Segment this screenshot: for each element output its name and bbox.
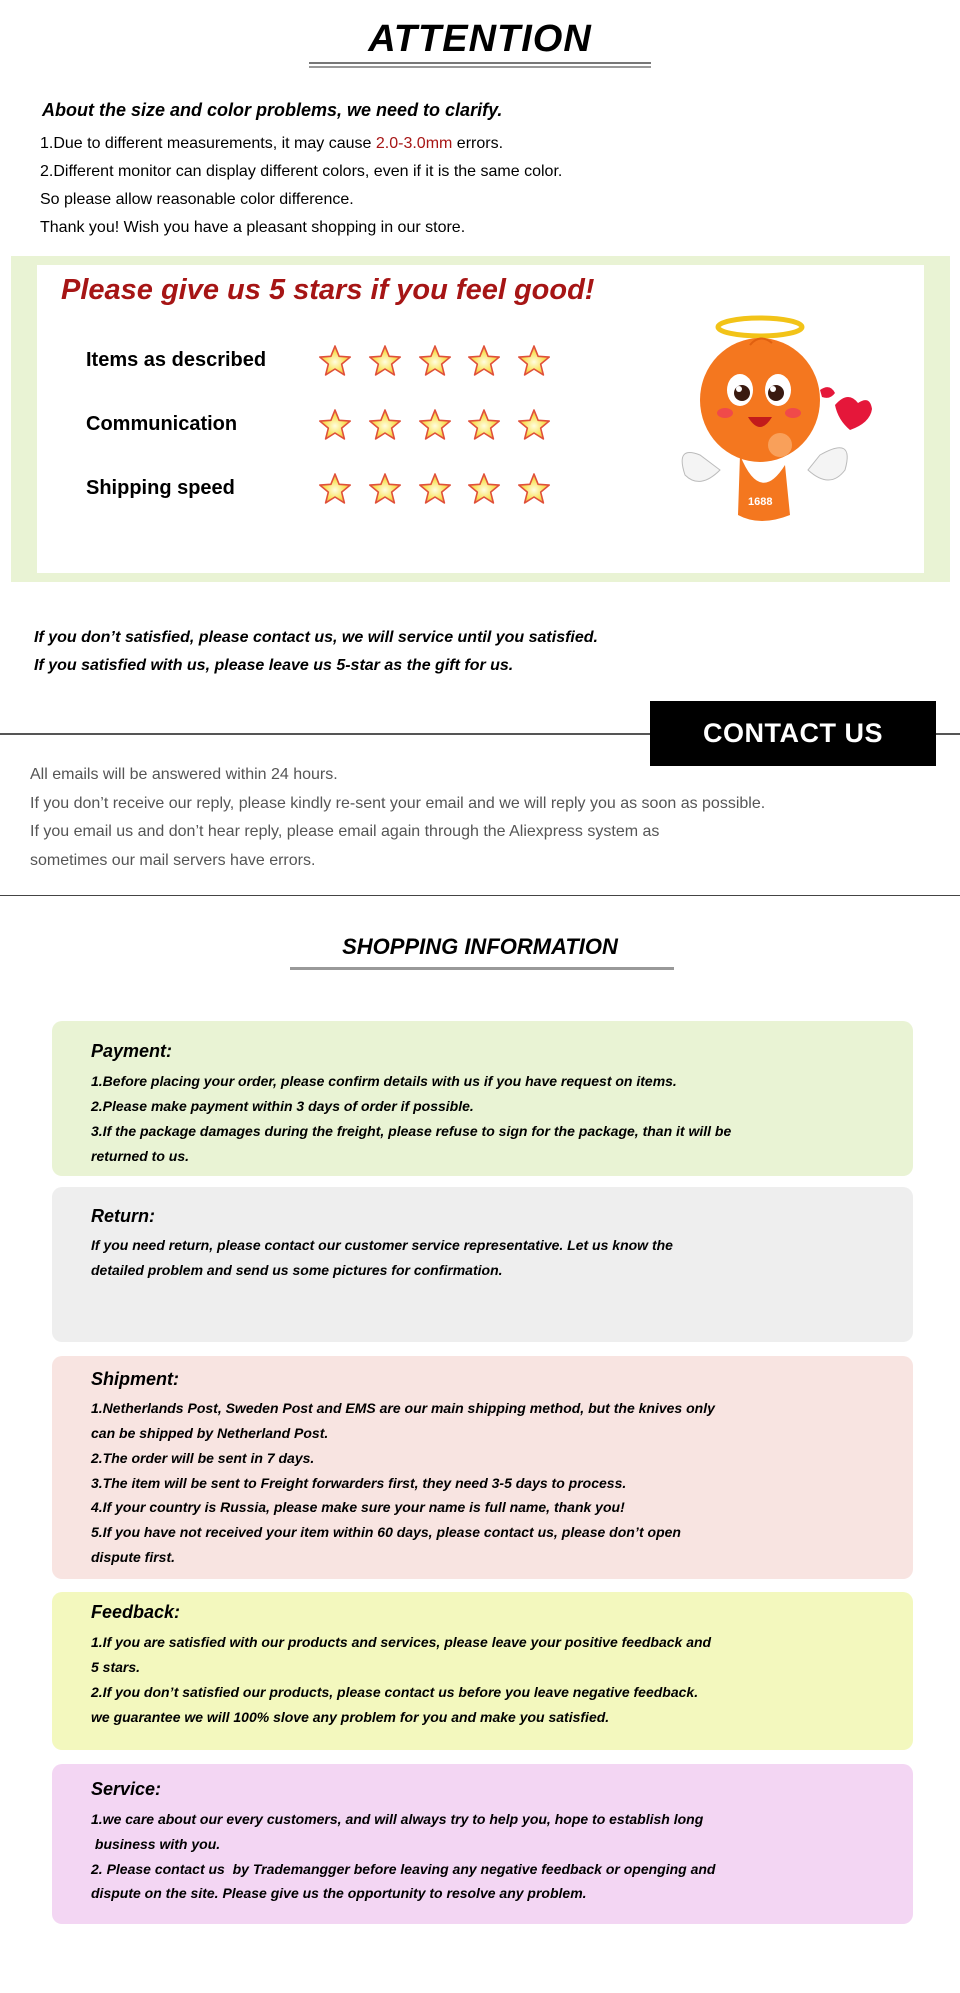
star-icon[interactable] — [318, 344, 352, 378]
star-icon[interactable] — [368, 472, 402, 506]
clarify-line-1: 1.Due to different measurements, it may cause 2.0-3.0mm errors. — [40, 135, 504, 152]
feedback-card — [52, 1592, 913, 1750]
rating-title: Please give us 5 stars if you feel good! — [61, 274, 595, 306]
star-icon[interactable] — [467, 344, 501, 378]
payment-line: returned to us. — [91, 1148, 190, 1164]
rating-label-communication: Communication — [86, 413, 238, 435]
contact-line-4: sometimes our mail servers have errors. — [30, 852, 316, 869]
contact-line-1: All emails will be answered within 24 hours. — [30, 766, 338, 783]
payment-line: 1.Before placing your order, please confirm details with us if you have request on items. — [91, 1073, 677, 1089]
attention-title: ATTENTION — [368, 18, 592, 60]
shipment-line: dispute first. — [91, 1549, 176, 1565]
contact-line-2: If you don’t receive our reply, please kindly re-sent your email and we will reply you as soon as possible. — [30, 795, 766, 812]
service-line: business with you. — [91, 1836, 221, 1852]
service-title: Service: — [91, 1779, 162, 1799]
return-title: Return: — [91, 1206, 155, 1226]
contact-us-banner: CONTACT US — [650, 701, 936, 766]
service-line: 1.we care about our every customers, and will always try to help you, hope to establish long — [91, 1811, 704, 1827]
clarify-line-4: Thank you! Wish you have a pleasant shopping in our store. — [40, 219, 466, 236]
payment-line: 2.Please make payment within 3 days of order if possible. — [91, 1098, 474, 1114]
feedback-title: Feedback: — [91, 1602, 181, 1622]
star-icon[interactable] — [517, 408, 551, 442]
shipment-line: 4.If your country is Russia, please make sure your name is full name, thank you! — [91, 1499, 625, 1515]
angel-mascot-image — [680, 305, 880, 535]
service-line: dispute on the site. Please give us the opportunity to resolve any problem. — [91, 1885, 587, 1901]
star-icon[interactable] — [467, 472, 501, 506]
payment-title: Payment: — [91, 1041, 173, 1061]
star-icon[interactable] — [368, 344, 402, 378]
attention-rule — [309, 62, 651, 64]
service-line: 2. Please contact us by Trademangger before leaving any negative feedback or openging and — [91, 1861, 716, 1877]
star-icon[interactable] — [318, 472, 352, 506]
star-icon[interactable] — [418, 472, 452, 506]
star-icon[interactable] — [318, 408, 352, 442]
shipment-card — [52, 1356, 913, 1579]
error-range-value: 2.0-3.0mm — [375, 135, 453, 152]
clarify-line-2: 2.Different monitor can display different colors, even if it is the same color. — [40, 163, 563, 180]
return-line: If you need return, please contact our customer service representative. Let us know the — [91, 1237, 673, 1253]
star-icon[interactable] — [418, 344, 452, 378]
shipment-title: Shipment: — [91, 1369, 179, 1389]
feedback-line: 2.If you don’t satisfied our products, please contact us before you leave negative feedback. — [91, 1684, 699, 1700]
shipment-line: 2.The order will be sent in 7 days. — [91, 1450, 315, 1466]
star-icon[interactable] — [368, 408, 402, 442]
star-icon[interactable] — [418, 408, 452, 442]
clarify-heading: About the size and color problems, we need to clarify. — [42, 100, 503, 120]
star-icon[interactable] — [517, 344, 551, 378]
star-icon[interactable] — [517, 472, 551, 506]
payment-line: 3.If the package damages during the freight, please refuse to sign for the package, than it will be — [91, 1123, 732, 1139]
shipment-line: can be shipped by Netherland Post. — [91, 1425, 329, 1441]
shipment-line: 1.Netherlands Post, Sweden Post and EMS are our main shipping method, but the knives only — [91, 1400, 715, 1416]
rating-label-shipping: Shipping speed — [86, 477, 235, 499]
satisfied-line-1: If you don’t satisfied, please contact us, we will service until you satisfied. — [34, 629, 598, 646]
clarify-line-3: So please allow reasonable color difference. — [40, 191, 354, 208]
satisfied-line-2: If you satisfied with us, please leave us 5-star as the gift for us. — [34, 657, 514, 674]
section-divider — [0, 895, 960, 896]
return-line: detailed problem and send us some pictures for confirmation. — [91, 1262, 503, 1278]
feedback-line: we guarantee we will 100% slove any problem for you and make you satisfied. — [91, 1709, 610, 1725]
shopping-info-rule — [290, 967, 674, 970]
star-icon[interactable] — [467, 408, 501, 442]
feedback-line: 1.If you are satisfied with our products and services, please leave your positive feedback and — [91, 1634, 712, 1650]
mascot-badge-text: 1688 — [748, 496, 773, 508]
rating-label-items: Items as described — [86, 349, 267, 371]
shipment-line: 5.If you have not received your item within 60 days, please contact us, please don’t open — [91, 1524, 681, 1540]
shipment-line: 3.The item will be sent to Freight forwarders first, they need 3-5 days to process. — [91, 1475, 627, 1491]
feedback-line: 5 stars. — [91, 1659, 141, 1675]
contact-line-3: If you email us and don’t hear reply, please email again through the Aliexpress system as — [30, 823, 660, 840]
attention-rule — [309, 66, 651, 68]
shopping-info-title: SHOPPING INFORMATION — [342, 934, 618, 959]
